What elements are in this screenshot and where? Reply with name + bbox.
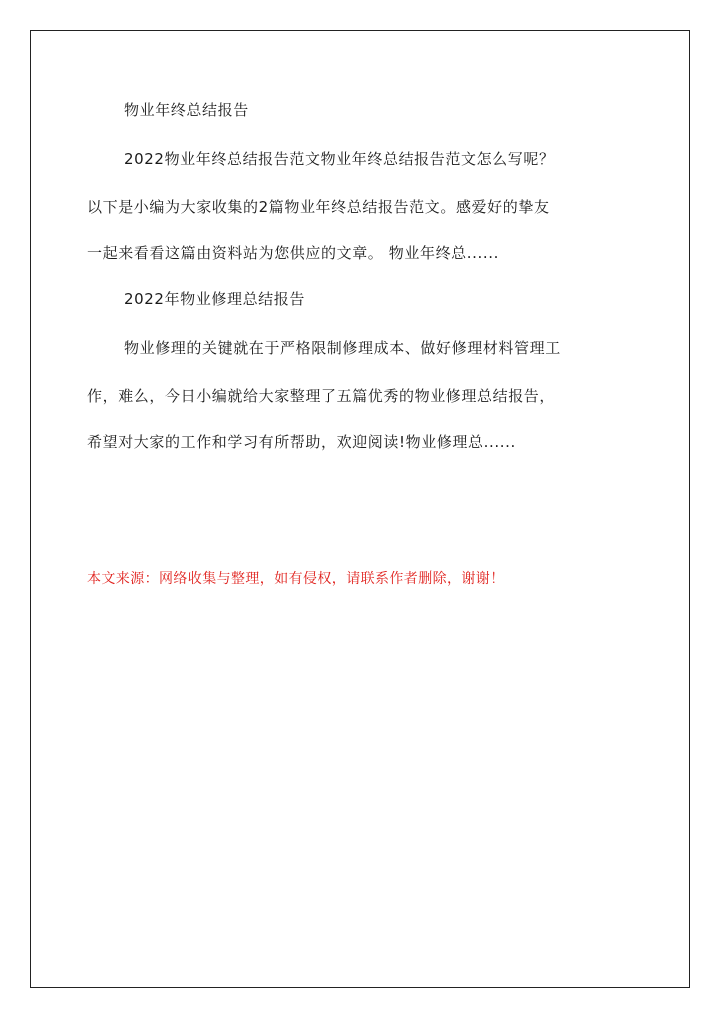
paragraph1-line3: 一起来看看这篇由资料站为您供应的文章。 物业年终总...... xyxy=(87,244,499,262)
paragraph2-line3: 希望对大家的工作和学习有所帮助，欢迎阅读!物业修理总...... xyxy=(87,433,516,451)
paragraph2-line1: 物业修理的关键就在于严格限制修理成本、做好修理材料管理工 xyxy=(124,339,561,357)
section-subtitle: 2022年物业修理总结报告 xyxy=(124,290,305,308)
document-title: 物业年终总结报告 xyxy=(124,101,249,119)
paragraph1-line2: 以下是小编为大家收集的2篇物业年终总结报告范文。感爱好的挚友 xyxy=(87,198,550,216)
paragraph1-line1: 2022物业年终总结报告范文物业年终总结报告范文怎么写呢？ xyxy=(124,150,555,168)
source-note: 本文来源：网络收集与整理，如有侵权，请联系作者删除，谢谢！ xyxy=(87,571,505,587)
paragraph2-line2: 作，难么，今日小编就给大家整理了五篇优秀的物业修理总结报告， xyxy=(87,387,556,405)
page-border xyxy=(30,30,690,988)
